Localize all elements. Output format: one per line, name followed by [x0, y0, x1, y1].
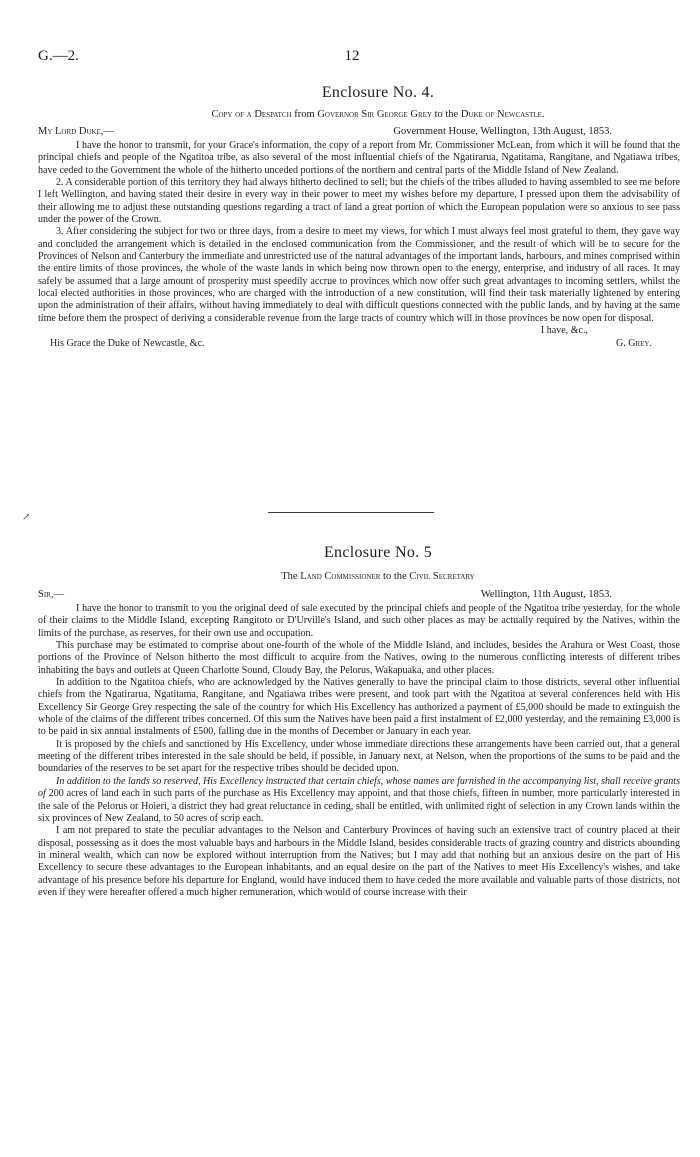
subtitle-text: .	[541, 109, 545, 120]
subtitle-text: Land Commissioner	[300, 571, 381, 582]
enclosure-4-body	[38, 140, 680, 350]
enclosure-5-title: Enclosure No. 5	[323, 544, 433, 561]
page-header	[38, 48, 666, 68]
subtitle-text: to the	[431, 109, 461, 120]
subtitle-text: Despatch	[254, 109, 292, 120]
subtitle-text: Civil Secretary	[409, 571, 475, 582]
closing-row	[38, 325, 680, 337]
enclosure-5-salutation-row	[38, 588, 680, 602]
addressee-row	[38, 338, 680, 350]
enclosure-4-title: Enclosure No. 4.	[321, 84, 435, 101]
paragraph: 3. After considering the subject for two or three days, from a desire to meet my views, for which I must always feel most grateful to them, they gave way and concluded the arrangement which is detailed in the enclosed communication from the Commissioner, and the result of which will be to secure for the Provinces of Nelson and Canterbury the immediate and unrestricted use of the natural advantages of the important lands, harbours, and mines comprised within the entire limits of those provinces, the whole of the waste lands in which being now thrown open to the energy, enterprise, and industry of all races. It may safely be assumed that a large amount of prosperity must speedily accrue to provinces which now offer such great advantages to incoming settlers, whilst the local elected authorities in those provinces, who are charged with the introduction of a new constitution, will find their task materially lightened by entering upon the administration of their affairs, without having immediately to deal with difficult questions connected with the public lands, and by having at the same time before them the prospect of deriving a considerable revenue from the large tracts of country which will in those provinces be now open for disposal.	[38, 226, 680, 324]
signature: G. Grey.	[615, 337, 652, 349]
paragraph	[38, 776, 680, 825]
enclosure-5-body	[38, 603, 680, 899]
paragraph: I am not prepared to state the peculiar advantages to the Nelson and Canterbury Provinces of having such an extensive tract of country placed at their disposal, possessing as it does the most valuable bays and harbours in the Middle Island, besides considerable tracts of grazing country and districts abounding in mineral wealth, which can now be explored without interruption from the Natives; but I may add that nothing but an anxious desire on the part of His Excellency to secure these advantages to the European inhabitants, and an equal desire on the part of the Natives to meet His Excellency's wishes, and take advantage of his presence before his departure for England, would have induced them to have ceded the more available and valuable parts of those districts, not even if they were hereafter offered a much higher remuneration, which would of course increase with their	[38, 825, 680, 898]
closing: I have, &c.,	[540, 325, 588, 337]
paragraph: I have the honor to transmit to you the original deed of sale executed by the principal chiefs and people of the Ngatitoa tribe yesterday, for the whole of their claims to the Middle Island, excepting Rangitoto or D'Urville's Island, and such other places as may be actually required by the Natives, within the limits of the purchase, as reserves, for their own use and occupation.	[38, 603, 680, 639]
italic-lead: In addition to the lands so reserved, His Excellency instructed that certain chiefs, whose names are furnished in the accompanying list, shall receive grants of	[38, 775, 680, 800]
paragraph-rest: 200 acres of land each in such parts of the purchase as His Excellency may appoint, and that those chiefs, fifteen in number, more particularly interested in the sale of the Pelorus or Hoieri, a district they had great reluctance in ceding, shall be entitled, with unlimited right of selection in any Crown lands within the six provinces of New Zealand, to 50 acres of scrip each.	[38, 788, 680, 824]
enclosure-4-subtitle	[76, 108, 680, 122]
document-reference: G.—2.	[38, 48, 79, 64]
salutation: Sir,—	[38, 589, 64, 600]
paragraph: It is proposed by the chiefs and sanctioned by His Excellency, under whose immediate directions these arrangements have been carried out, that a general meeting of the different tribes interested in the sale should be held, if possible, in January next, at Nelson, when the proportions of the sums to be paid and the boundaries of the reserves to be set apart for the respective tribes should be decided upon.	[38, 738, 680, 775]
subtitle-text: from	[291, 109, 318, 120]
enclosure-5-title-block	[76, 544, 680, 564]
address-date: Wellington, 11th August, 1853.	[480, 589, 612, 600]
address-date: Government House, Wellington, 13th August, 1853.	[393, 126, 612, 137]
subtitle-text: Governor Sir George Grey	[317, 109, 432, 120]
subtitle-text: to the	[380, 571, 410, 582]
section-divider	[268, 512, 434, 513]
paragraph: In addition to the Ngatitoa chiefs, who are acknowledged by the Natives generally to have the principal claim to those districts, several other influential chiefs from the Ngatirarua, Ngatitama, Rangitane, and Ngatiawa tribes were present, and took part with the Ngatitoa at several conferences held with His Excellency Sir George Grey respecting the sale of the country for which His Excellency has authorized a payment of £5,000 should be made to extinguish the whole of the claims of the different tribes concerned. Of this sum the Natives have been paid a first instalment of £2,000 yesterday, and the remaining £3,000 is to be paid in six annual instalments of £500, falling due in the months of December or January in each year.	[38, 677, 680, 738]
margin-mark: ↗	[22, 512, 31, 523]
paragraph: I have the honor to transmit, for your Grace's information, the copy of a report from Mr. Commissioner McLean, from which it will be found that the principal chiefs and people of the Ngatitoa tribe, as also several of the most influential chiefs of the Ngatirarua, Ngatitama, Rangitane, and Ngatiawa tribes, have ceded to the Government the whole of the hitherto unceded portions of the northern and central parts of the Middle Island of New Zealand.	[38, 140, 680, 176]
subtitle-text: Duke of Newcastle	[460, 109, 542, 120]
addressee: His Grace the Duke of Newcastle, &c.	[50, 337, 205, 349]
enclosure-4-salutation-row	[38, 125, 680, 139]
page-number: 12	[344, 48, 360, 64]
salutation: My Lord Duke,—	[38, 126, 114, 137]
paragraph: 2. A considerable portion of this territory they had always hitherto declined to sell; but the chiefs of the tribes alluded to having assembled to see me before I left Wellington, and having stated their desire in every way in their power to meet my wishes before my departure, I pressed upon them the advisability of their allowing me to adjust these outstanding questions regarding a tract of land a great portion of which the European population were so anxious to see pass under the power of the Crown.	[38, 177, 680, 226]
subtitle-text: Copy of a	[211, 109, 255, 120]
subtitle-text: The	[281, 571, 301, 582]
enclosure-5-subtitle	[76, 570, 680, 584]
enclosure-4-title-block	[76, 84, 680, 104]
paragraph: This purchase may be estimated to comprise about one-fourth of the whole of the Middle Island, and includes, besides the Arahura or West Coast, those portions of the Province of Nelson hitherto the most difficult to acquire from the Natives, owing to the numerous conflicting interests of different tribes inhabiting the bays and outlets at Queen Charlotte Sound, Cloudy Bay, the Pelorus, Wakapuaka, and other places.	[38, 640, 680, 676]
